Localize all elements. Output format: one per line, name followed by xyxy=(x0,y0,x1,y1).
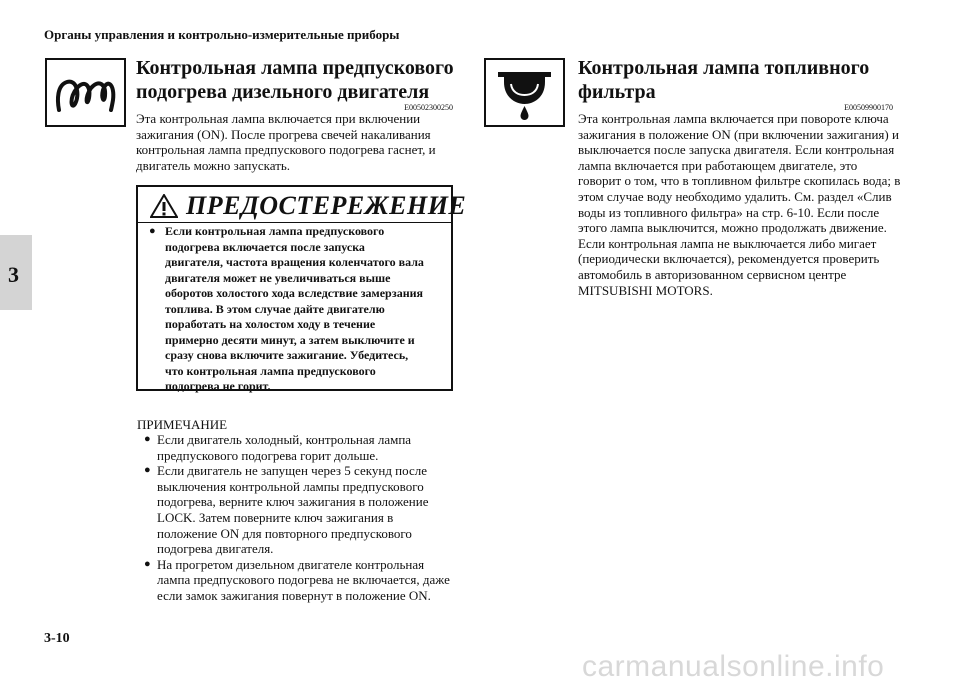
running-header: Органы управления и контрольно-измерительные приборы xyxy=(44,27,400,42)
page-number: 3-10 xyxy=(44,631,70,646)
note-item xyxy=(137,463,455,557)
fuel-filter-indicator-icon xyxy=(484,58,565,127)
warning-title: ПРЕДОСТЕРЕЖЕНИЕ xyxy=(186,191,467,220)
glow-plug-section-title: Контрольная лампа предпускового подогрева дизельного двигателя xyxy=(136,57,454,103)
fuel-filter-description: Эта контрольная лампа включается при повороте ключа зажигания в положение ON (при включении зажигания) и выключается после запуска двигателя. Если контрольная лампа включается при работающем двигателе, это говорит о том, что в топливном фильтре скопилась вода; в этом случае воду необходимо удалить. См. раздел «Слив воды из топливного фильтра» на стр. 6-10. Если после этого лампа выключится, можно продолжать движение. Если контрольная лампа не выключается либо мигает (периодически включается), рекомендуется проверить автомобиль в авторизованном сервисном центре MITSUBISHI MOTORS. xyxy=(578,111,901,298)
note-text: На прогретом дизельном двигателе контрольная лампа предпускового подогрева не включается, даже если замок зажигания повернут в положение ON. xyxy=(157,556,450,603)
note-item xyxy=(137,557,455,604)
bullet-icon: ● xyxy=(144,464,151,477)
note-text: Если двигатель холодный, контрольная лампа предпускового подогрева горит дольше. xyxy=(157,432,412,463)
bullet-icon: ● xyxy=(144,433,151,445)
warning-box xyxy=(136,185,467,393)
note-label: ПРИМЕЧАНИЕ xyxy=(137,417,228,432)
glow-plug-description: Эта контрольная лампа включается при включении зажигания (ON). После прогрева свечей накаливания контрольная лампа предпускового подогрева гаснет, и двигатель можно запускать. xyxy=(136,111,436,173)
warning-header xyxy=(138,187,467,223)
warning-item xyxy=(149,224,424,395)
note-item xyxy=(137,432,455,463)
warning-text: Если контрольная лампа предпускового подогрева включается после запуска двигателя, частота вращения коленчатого вала двигателя может не увеличиваться выше оборотов холостого хода вследствие замерзания топлива. В этом случае дайте двигателю поработать на холостом ходу в течение примерно десяти минут, а затем выключите и сразу снова включите зажигание. Убедитесь, что контрольная лампа предпускового подогрева не горит. xyxy=(165,224,424,393)
fuel-filter-section-code: E00509900170 xyxy=(844,103,893,112)
fuel-filter-section-title: Контрольная лампа топливного фильтра xyxy=(578,57,870,103)
notes-list xyxy=(137,432,455,604)
glow-plug-section-code: E00502300250 xyxy=(404,103,453,112)
bullet-icon: ● xyxy=(149,225,156,237)
bullet-icon: ● xyxy=(144,557,151,570)
warning-triangle-icon xyxy=(150,194,178,218)
watermark-text: carmanualsonline.info xyxy=(582,650,885,683)
note-text: Если двигатель не запущен через 5 секунд после выключения контрольной лампы предпускового подогрева, верните ключ зажигания в положение LOCK. Затем поверните ключ зажигания в положение ON для повторного предпускового подогрева двигателя. xyxy=(157,463,429,557)
chapter-number: 3 xyxy=(8,262,19,287)
glow-plug-indicator-icon xyxy=(45,58,126,127)
